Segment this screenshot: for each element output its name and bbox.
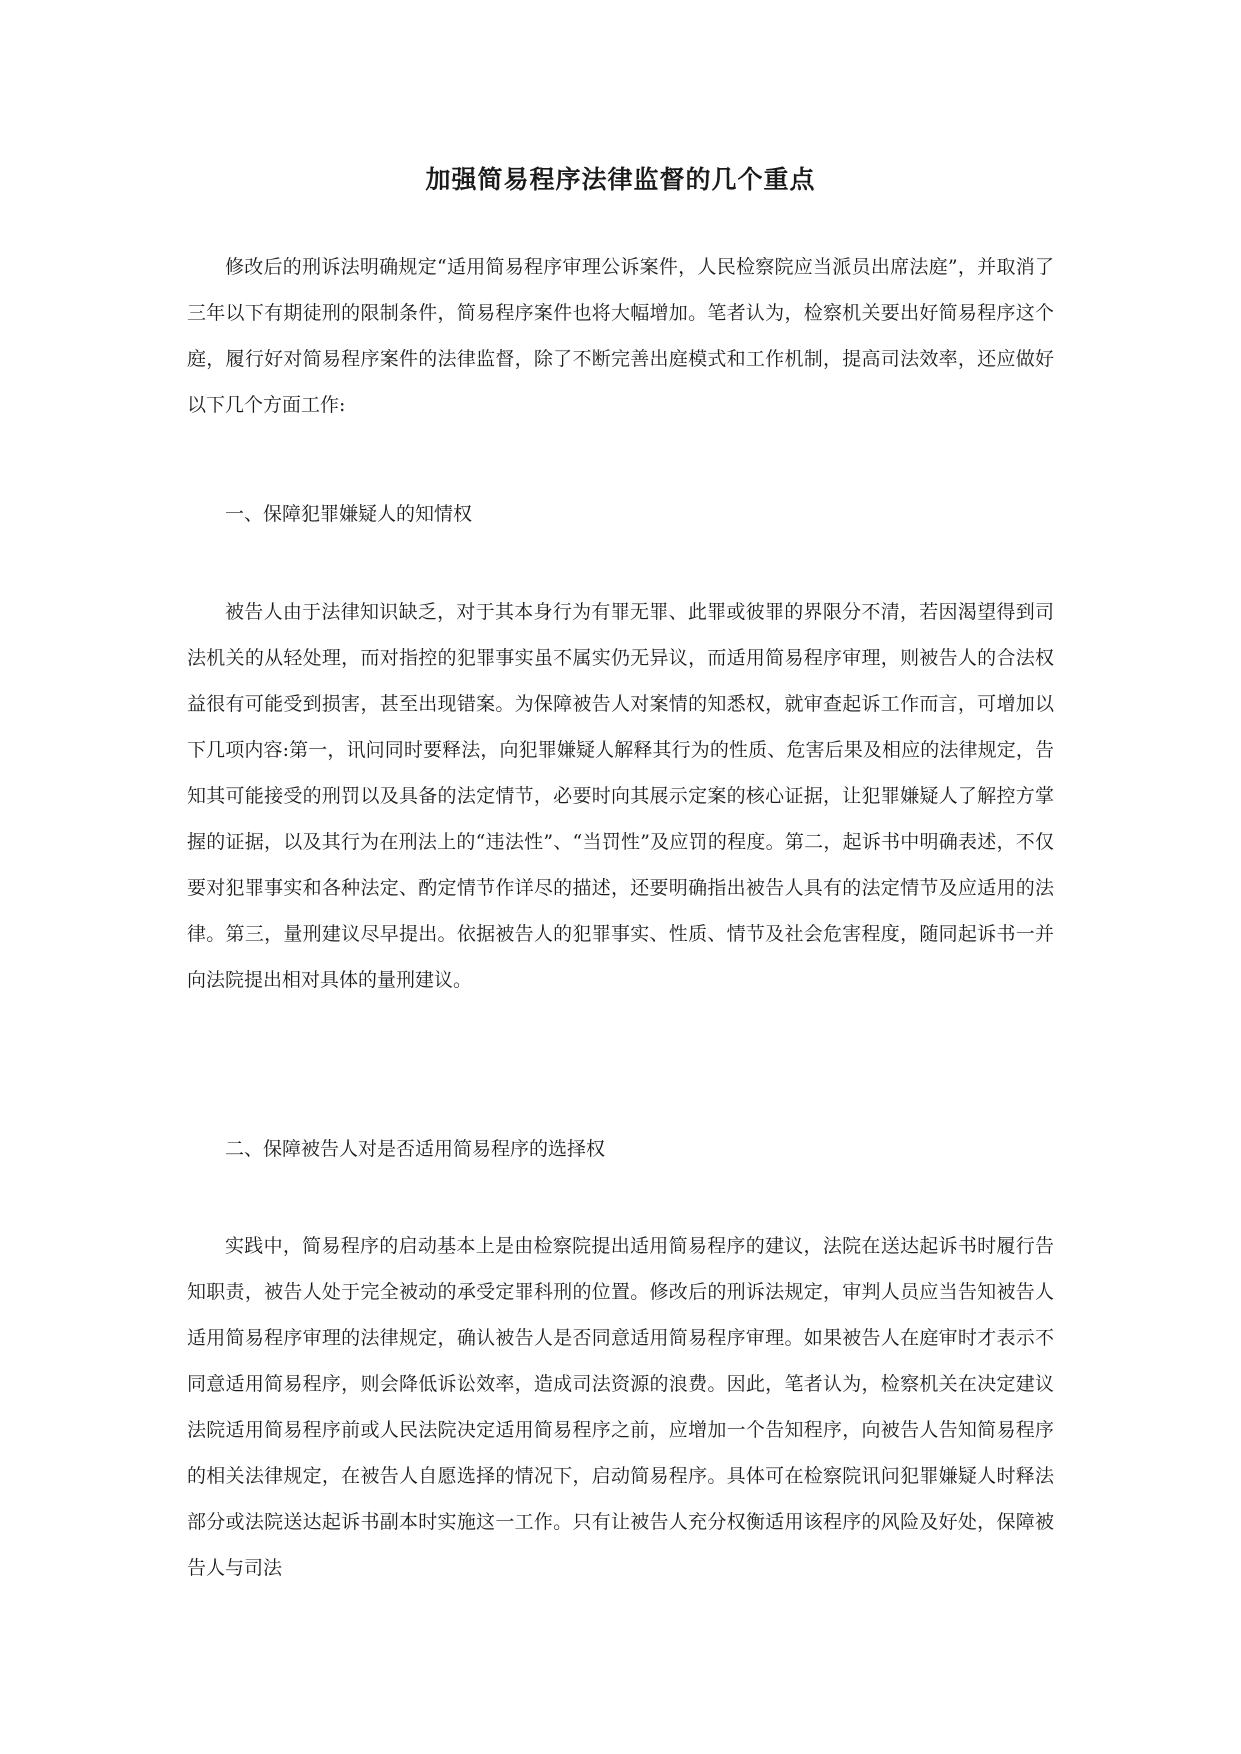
section-2-paragraph: 实践中，简易程序的启动基本上是由检察院提出适用简易程序的建议，法院在送达起诉书时履行告知职责，被告人处于完全被动的承受定罪科刑的位置。修改后的刑诉法规定，审判人员应当告知被告人适用简易程序审理的法律规定，确认被告人是否同意适用简易程序审理。如果被告人在庭审时才表示不同意适用简易程序，则会降低诉讼效率，造成司法资源的浪费。因此，笔者认为，检察机关在决定建议法院适用简易程序前或人民法院决定适用简易程序之前，应增加一个告知程序，向被告人告知简易程序的相关法律规定，在被告人自愿选择的情况下，启动简易程序。具体可在检察院讯问犯罪嫌疑人时释法部分或法院送达起诉书副本时实施这一工作。只有让被告人充分权衡适用该程序的风险及好处，保障被告人与司法 xyxy=(187,1235,1054,1579)
section-heading-1: 一、保障犯罪嫌疑人的知情权 xyxy=(225,503,473,525)
section-1-paragraph: 被告人由于法律知识缺乏，对于其本身行为有罪无罪、此罪或彼罪的界限分不清，若因渴望得到司法机关的从轻处理，而对指控的犯罪事实虽不属实仍无异议，而适用简易程序审理，则被告人的合法权益很有可能受到损害，甚至出现错案。为保障被告人对案情的知悉权，就审查起诉工作而言，可增加以下几项内容:第一，讯问同时要释法，向犯罪嫌疑人解释其行为的性质、危害后果及相应的法律规定，告知其可能接受的刑罚以及具备的法定情节，必要时向其展示定案的核心证据，让犯罪嫌疑人了解控方掌握的证据，以及其行为在刑法上的“违法性”、“当罚性”及应罚的程度。第二，起诉书中明确表述，不仅要对犯罪事实和各种法定、酌定情节作详尽的描述，还要明确指出被告人具有的法定情节及应适用的法律。第三，量刑建议尽早提出。依据被告人的犯罪事实、性质、情节及社会危害程度，随同起诉书一并向法院提出相对具体的量刑建议。 xyxy=(187,601,1054,991)
document-title: 加强简易程序法律监督的几个重点 xyxy=(425,165,816,194)
section-heading-2: 二、保障被告人对是否适用简易程序的选择权 xyxy=(225,1138,606,1160)
intro-paragraph: 修改后的刑诉法明确规定“适用简易程序审理公诉案件，人民检察院应当派员出席法庭”，并取消了三年以下有期徒刑的限制条件，简易程序案件也将大幅增加。笔者认为，检察机关要出好简易程序这个庭，履行好对简易程序案件的法律监督，除了不断完善出庭模式和工作机制，提高司法效率，还应做好以下几个方面工作: xyxy=(187,256,1054,416)
